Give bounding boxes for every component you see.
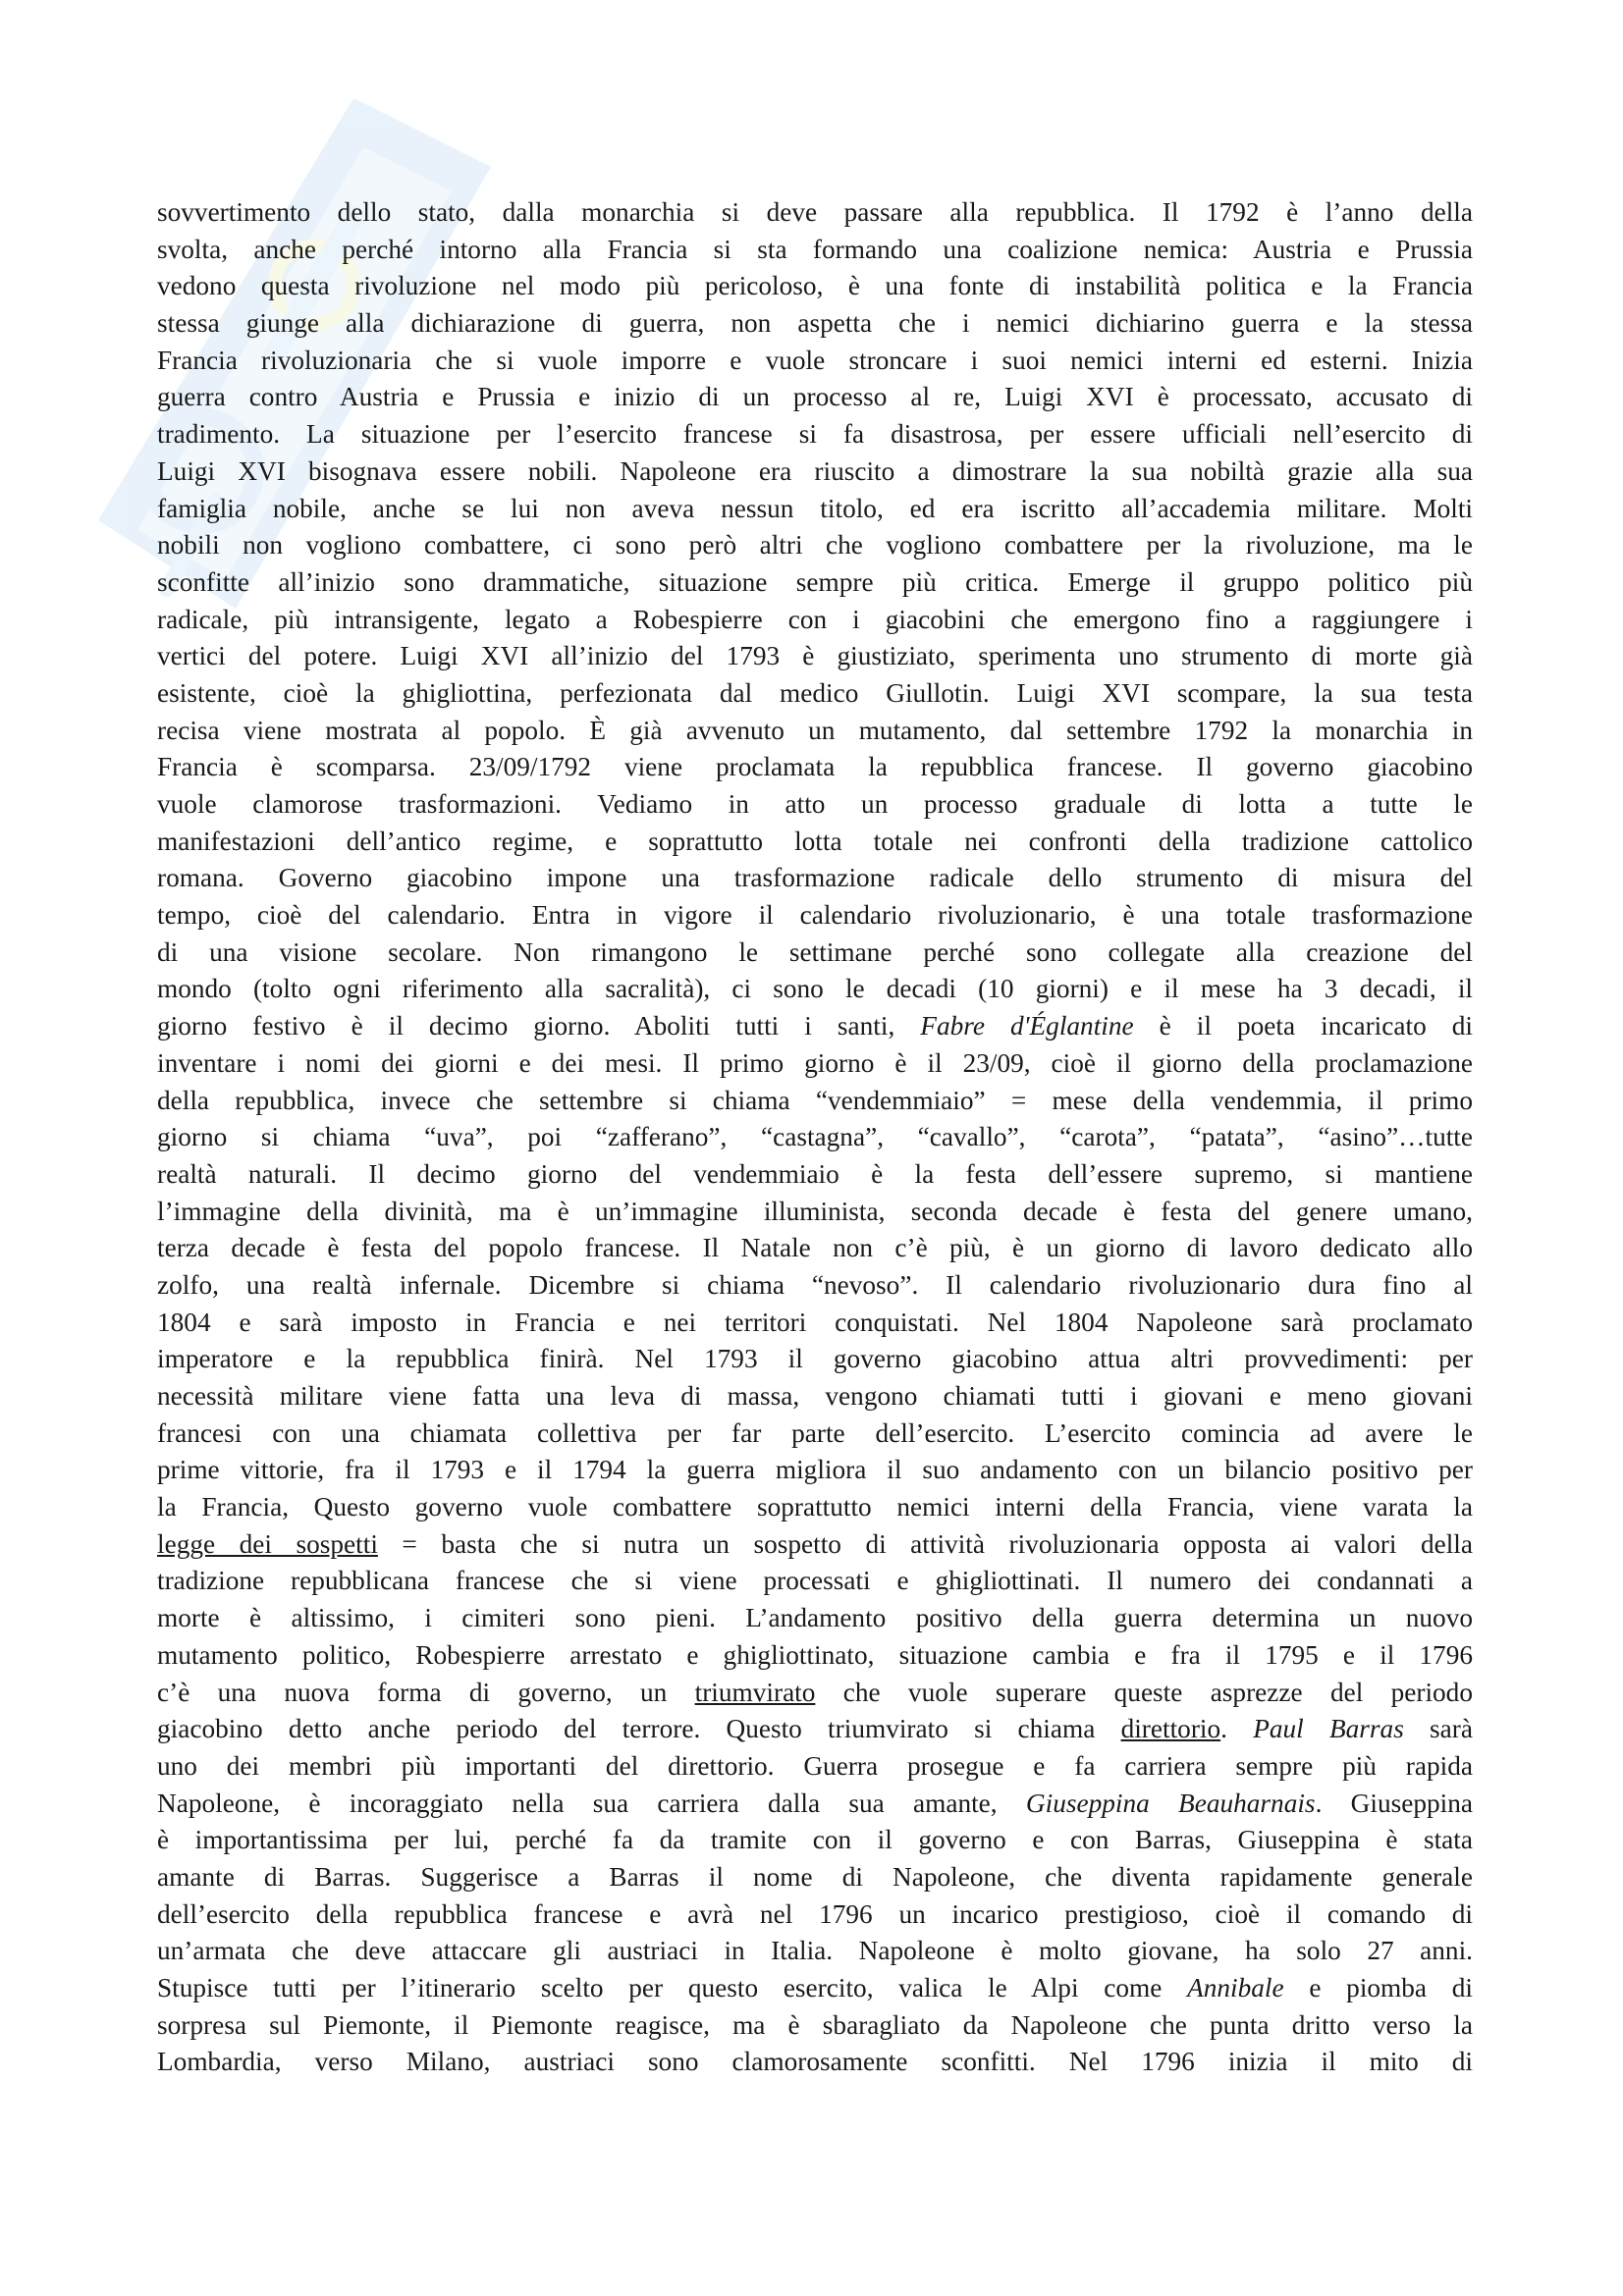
text-segment: giorno festivo è il decimo giorno. Aboliti tutti i santi, (157, 1011, 921, 1041)
text-line: romana. Governo giacobino impone una trasformazione radicale dello strumento di misura del (157, 863, 1473, 893)
text-line: terza decade è festa del popolo francese. Il Natale non c’è più, è un giorno di lavoro dedicato allo (157, 1233, 1473, 1263)
italic-name: Fabre d'Églantine (920, 1011, 1134, 1041)
text-line: nobili non vogliono combattere, ci sono però altri che vogliono combattere per la rivoluzione, ma le (157, 530, 1473, 561)
text-line: vertici del potere. Luigi XVI all’inizio del 1793 è giustiziato, sperimenta uno strumento di morte già (157, 641, 1473, 671)
text-line: l’immagine della divinità, ma è un’immagine illuminista, seconda decade è festa del genere umano, (157, 1196, 1473, 1226)
text-segment: = basta che si nutra un sospetto di attività rivoluzionaria opposta ai valori della (377, 1528, 1473, 1559)
underlined-term: triumvirato (694, 1677, 816, 1707)
text-line: amante di Barras. Suggerisce a Barras il nome di Napoleone, che diventa rapidamente generale (157, 1861, 1473, 1892)
text-segment: che vuole superare queste asprezze del periodo (815, 1677, 1473, 1707)
text-line: mondo (tolto ogni riferimento alla sacralità), ci sono le decadi (10 giorni) e il mese ha 3 decadi, il (157, 974, 1473, 1004)
text-line: Francia rivoluzionaria che si vuole imporre e vuole stroncare i suoi nemici interni ed esterni. Inizia (157, 345, 1473, 375)
text-segment: giacobino detto anche periodo del terrore. Questo triumvirato si chiama (157, 1714, 1121, 1744)
text-line (157, 1711, 1473, 1748)
text-line: Luigi XVI bisognava essere nobili. Napoleone era riuscito a dimostrare la sua nobiltà grazie alla sua (157, 455, 1473, 486)
text-line: tempo, cioè del calendario. Entra in vigore il calendario rivoluzionario, è una totale trasformazione (157, 900, 1473, 931)
text-line (157, 1970, 1473, 2007)
text-line: vuole clamorose trasformazioni. Vediamo in atto un processo graduale di lotta a tutte le (157, 789, 1473, 819)
text-line: sovvertimento dello stato, dalla monarchia si deve passare alla repubblica. Il 1792 è l’anno della (157, 197, 1473, 227)
text-line: recisa viene mostrata al popolo. È già avvenuto un mutamento, dal settembre 1792 la monarchia in (157, 715, 1473, 745)
text-segment: sarà (1403, 1714, 1473, 1744)
text-segment: . Giuseppina (1315, 1788, 1473, 1818)
text-segment: è il poeta incaricato di (1133, 1011, 1473, 1041)
text-line: giorno si chiama “uva”, poi “zafferano”, “castagna”, “cavallo”, “carota”, “patata”, “asino”…tutte (157, 1122, 1473, 1152)
text-line: la Francia, Questo governo vuole combattere soprattutto nemici interni della Francia, viene varata la (157, 1492, 1473, 1522)
text-line (157, 1786, 1473, 1823)
text-line: un’armata che deve attaccare gli austriaci in Italia. Napoleone è molto giovane, ha solo 27 anni. (157, 1936, 1473, 1966)
text-segment: c’è una nuova forma di governo, un (157, 1677, 695, 1707)
text-line: 1804 e sarà imposto in Francia e nei territori conquistati. Nel 1804 Napoleone sarà proclamato (157, 1307, 1473, 1337)
text-line: tradizione repubblicana francese che si viene processati e ghigliottinati. Il numero dei condannati a (157, 1566, 1473, 1596)
text-line: zolfo, una realtà infernale. Dicembre si chiama “nevoso”. Il calendario rivoluzionario dura fino al (157, 1269, 1473, 1300)
text-line: morte è altissimo, i cimiteri sono pieni. L’andamento positivo della guerra determina un nuovo (157, 1603, 1473, 1633)
text-line: realtà naturali. Il decimo giorno del vendemmiaio è la festa dell’essere supremo, si mantiene (157, 1158, 1473, 1189)
italic-name: Annibale (1187, 1973, 1284, 2002)
underlined-term: direttorio (1120, 1714, 1221, 1744)
text-line (157, 1526, 1473, 1564)
text-segment: Stupisce tutti per l’itinerario scelto per questo esercito, valica le Alpi come (157, 1973, 1188, 2002)
text-line (157, 1675, 1473, 1712)
text-line: tradimento. La situazione per l’esercito francese si fa disastrosa, per essere ufficiali nell’esercito di (157, 419, 1473, 450)
text-line: di una visione secolare. Non rimangono le settimane perché sono collegate alla creazione del (157, 936, 1473, 967)
underlined-term: legge dei sospetti (157, 1528, 378, 1559)
text-line: dell’esercito della repubblica francese e avrà nel 1796 un incarico prestigioso, cioè il comando di (157, 1898, 1473, 1929)
text-line: Lombardia, verso Milano, austriaci sono clamorosamente sconfitti. Nel 1796 inizia il mito di (157, 2047, 1473, 2077)
text-line: prime vittorie, fra il 1793 e il 1794 la guerra migliora il suo andamento con un bilancio positivo per (157, 1455, 1473, 1485)
italic-name: Giuseppina Beauharnais (1025, 1788, 1316, 1818)
italic-name: Paul Barras (1253, 1714, 1404, 1744)
text-segment: . (1220, 1714, 1254, 1744)
text-line: famiglia nobile, anche se lui non aveva nessun titolo, ed era iscritto all’accademia militare. Molti (157, 493, 1473, 523)
text-line: Francia è scomparsa. 23/09/1792 viene proclamata la repubblica francese. Il governo giacobino (157, 752, 1473, 782)
text-line: necessità militare viene fatta una leva di massa, vengono chiamati tutti i giovani e meno giovani (157, 1381, 1473, 1411)
text-line: guerra contro Austria e Prussia e inizio di un processo al re, Luigi XVI è processato, accusato di (157, 382, 1473, 412)
text-line: manifestazioni dell’antico regime, e soprattutto lotta totale nei confronti della tradizione cattolico (157, 826, 1473, 856)
text-line: inventare i nomi dei giorni e dei mesi. Il primo giorno è il 23/09, cioè il giorno della proclamazione (157, 1047, 1473, 1078)
text-line: mutamento politico, Robespierre arrestato e ghigliottinato, situazione cambia e fra il 1795 e il 1796 (157, 1639, 1473, 1670)
text-line: sconfitte all’inizio sono drammatiche, situazione sempre più critica. Emerge il gruppo politico più (157, 566, 1473, 597)
document-body-text (157, 194, 1473, 2081)
text-line: imperatore e la repubblica finirà. Nel 1793 il governo giacobino attua altri provvedimenti: per (157, 1344, 1473, 1374)
text-line: della repubblica, invece che settembre si chiama “vendemmiaio” = mese della vendemmia, il primo (157, 1085, 1473, 1115)
text-line: radicale, più intransigente, legato a Robespierre con i giacobini che emergono fino a raggiungere i (157, 604, 1473, 634)
text-line: francesi con una chiamata collettiva per far parte dell’esercito. L’esercito comincia ad avere le (157, 1417, 1473, 1448)
text-line: stessa giunge alla dichiarazione di guerra, non aspetta che i nemici dichiarino guerra e la stessa (157, 308, 1473, 339)
text-segment: Napoleone, è incoraggiato nella sua carriera dalla sua amante, (157, 1788, 1026, 1818)
text-line: sorpresa sul Piemonte, il Piemonte reagisce, ma è sbaragliato da Napoleone che punta dritto verso la (157, 2009, 1473, 2040)
text-line: uno dei membri più importanti del direttorio. Guerra prosegue e fa carriera sempre più rapida (157, 1750, 1473, 1781)
text-line: svolta, anche perché intorno alla Francia si sta formando una coalizione nemica: Austria e Prussia (157, 234, 1473, 264)
text-line: esistente, cioè la ghigliottina, perfezionata dal medico Giullotin. Luigi XVI scompare, la sua testa (157, 677, 1473, 708)
text-line (157, 1008, 1473, 1045)
text-line: vedono questa rivoluzione nel modo più pericoloso, è una fonte di instabilità politica e la Francia (157, 271, 1473, 301)
text-segment: e piomba di (1283, 1973, 1473, 2002)
text-line: è importantissima per lui, perché fa da tramite con il governo e con Barras, Giuseppina è stata (157, 1825, 1473, 1855)
